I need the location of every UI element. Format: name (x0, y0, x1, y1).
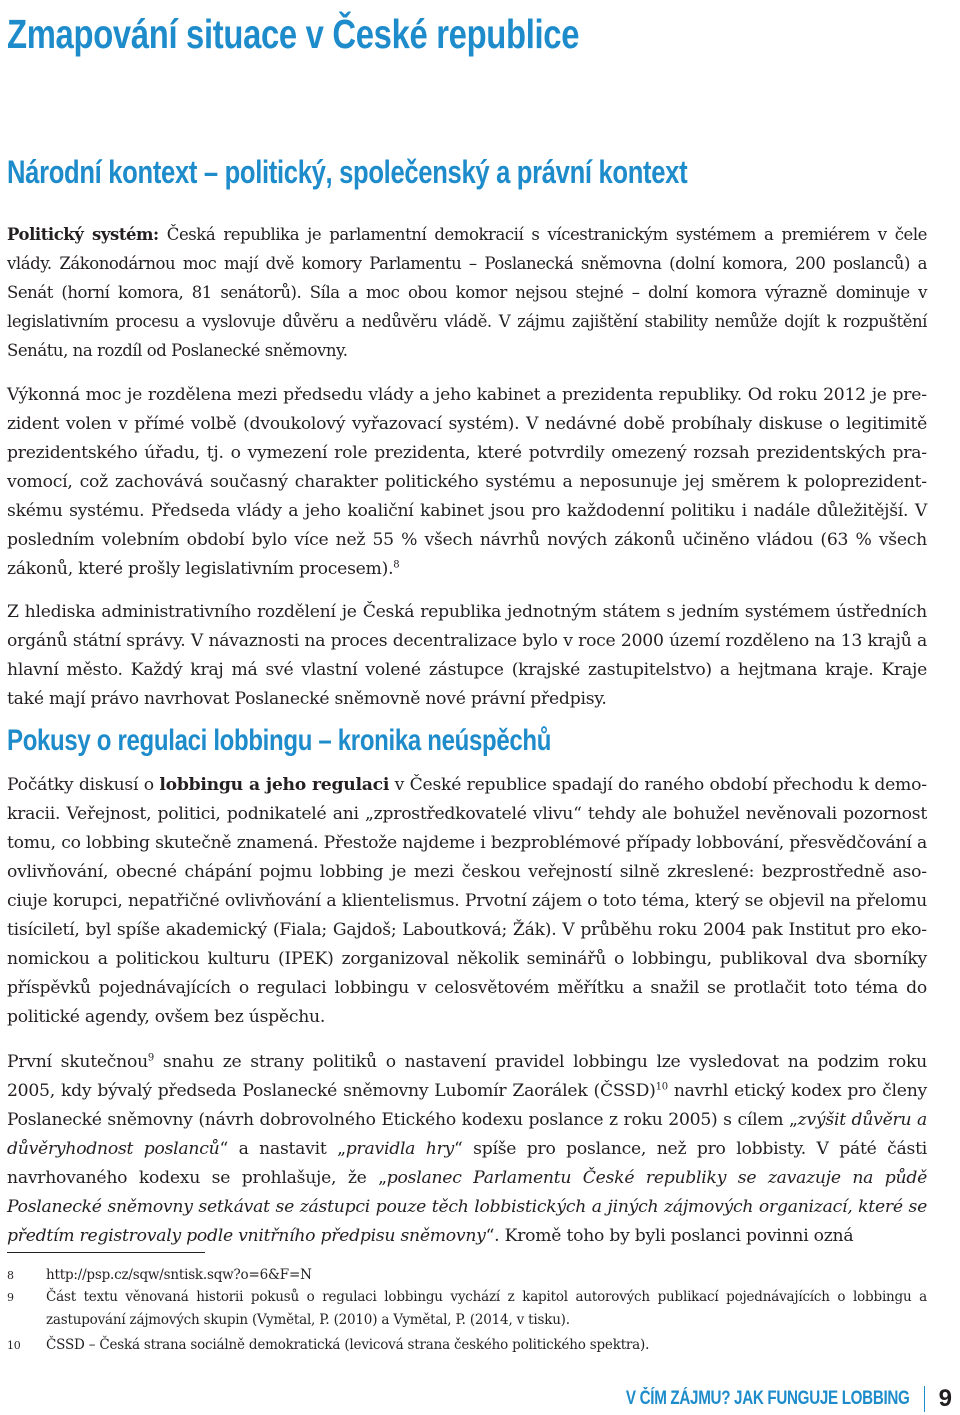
footnote-ref-10[interactable]: 10 (655, 1081, 668, 1093)
page-number: 9 (938, 1385, 952, 1412)
footnote-8 (7, 1264, 927, 1287)
bold-lobbying-regulation: lobbingu a jeho regulaci (159, 775, 390, 795)
paragraph-administrative-division: Z hlediska administrativního rozdělení je Česká republika jednotným státem s jedním systémem ústředních orgánů státní správy. V návaznosti na proces decentralizace bylo v roce 2000 území rozděleno na 13 krajů a hlavní město. Každý kraj má své vlastní volené zástupce (krajské zastupitelstvo) a hejtmana kraje. Kraje také mají právo navrhovat Poslanecké sněmovně nové právní předpisy. (7, 602, 927, 709)
footnote-10 (7, 1334, 927, 1357)
section-lobbying-regulation (7, 771, 927, 1251)
footnote-text: Část textu věnovaná historii pokusů o regulaci lobbingu vychází z kapitol autorových publikací pojednávajících o lobbingu a zastupování zájmových skupin (Vymětal, P. (2010) a Vymětal, P. (2014, v tisku). (46, 1289, 927, 1328)
section-national-context (7, 220, 927, 714)
paragraph-lobbying-origins: Počátky diskusí o lobbingu a jeho regulaci v České republice spadají do raného období přechodu k demokracii. Veřejnost, politici, podnikatelé ani „zprostředkovatelé vlivu“ tehdy ale bohužel nevěnovali pozornost tomu, co lobbing skutečně znamená. Přestože najdeme i bezproblémové případy lobbování, přesvědčování a ovlivňování, obecné chápání pojmu lobbing je mezi českou veřejností silně zkreslené: bezprostředně asociuje korupci, nepatřičné ovlivňování a klientelismus. Prvotní zájem o toto téma, který se objevil na přelomu tisíciletí, byl spíše akademický (Fiala; Gajdoš; Laboutková; Žák). V průběhu roku 2004 pak Institut pro ekonomickou a politickou kulturu (IPEK) zorganizoval několik seminářů o lobbingu, publikoval dva sborníky příspěvků pojednávajících o regulaci lobbingu v celosvětovém měřítku a snažil se protlačit toto téma do politické agendy, ovšem bez úspěchu. (7, 775, 928, 1027)
footnote-ref-9[interactable]: 9 (147, 1052, 155, 1064)
quote-code-of-ethics: poslanec Parlamentu České republiky se zavazuje na půdě Poslanecké sněmovny setkávat se zástupci pouze těch lobbistických a jiných zájmových organizací, které se předtím registrovaly podle vnitřního předpisu sněmovny (7, 1168, 927, 1246)
footnote-9 (7, 1286, 927, 1332)
footnote-link[interactable]: http://psp.cz/sqw/sntisk.sqw?o=6&F=N (46, 1267, 312, 1283)
running-title: V ČÍM ZÁJMU? JAK FUNGUJE LOBBING (626, 1388, 910, 1409)
page-title: Zmapování situace v České republice (7, 11, 580, 57)
sentence-chambers: Síla a moc obou komor nejsou stejné – dolní komora výrazně dominuje v legislativním procesu a vyslovuje důvěru a nedůvěru vládě. (7, 283, 927, 331)
label-political-system: Politický systém: (7, 225, 159, 244)
paragraph-executive-power: Výkonná moc je rozdělena mezi předsedu vlády a jeho kabinet a prezidenta republiky. Od roku 2012 je prezident volen v přímé volbě (dvoukolový vyřazovací systém). V nedávné době probíhaly diskuse o legitimitě prezidentského úřadu, tj. o vymezení role prezidenta, které potvrdily omezený rozsah prezidentských pravomocí, což zachovává současný charakter politického systému a neposunuje jej směrem k poloprezidentskému systému. Předseda vlády a jeho koaliční kabinet jsou pro každodenní politiku i nadále důležitější. V posledním volebním období bylo více než 55 % všech návrhů nových zákonů učiněno vládou (63 % všech zákonů, které prošly legislativním procesem).$^8$ (7, 385, 927, 579)
footnote-text: ČSSD – Česká strana sociálně demokratická (levicová strana českého politického spektra). (46, 1337, 650, 1353)
footnote-number: 10 (7, 1339, 21, 1352)
footnote-ref-8[interactable]: 8 (393, 559, 400, 571)
footnote-number: 9 (7, 1291, 14, 1304)
paragraph-political-system: Politický systém: Česká republika je parlamentní demokracií s vícestranickým systémem a premiérem v čele vlády. Zákonodárnou moc mají dvě komory Parlamentu – Poslanecká sněmovna (dolní komora, 200 poslanců) a Senát (horní komora, 81 senátorů). Síla a moc obou komor nejsou stejné – dolní komora výrazně dominuje v legislativním procesu a vyslovuje důvěru a nedůvěru vládě. V zájmu zajištění stability nemůže dojít k rozpuštění Senátu, na rozdíl od Poslanecké sněmovny. (7, 225, 927, 360)
footnote-number: 8 (7, 1269, 14, 1282)
section-heading-lobbying-regulation: Pokusy o regulaci lobbingu – kronika neúspěchů (7, 724, 552, 757)
paragraph-first-attempt: První skutečnou$^9$ snahu ze strany politiků o nastavení pravidel lobbingu lze vysledovat na podzim roku 2005, kdy bývalý předseda Poslanecké sněmovny Lubomír Zaorálek (ČSSD)$^{10}$ navrhl etický kodex pro členy Poslanecké sněmovny (návrh dobrovolného Etického kodexu poslance z roku 2005) s cílem „zvýšit důvěru a důvěryhodnost poslanců“ a nastavit „pravidla hry“ spíše pro poslance, než pro lobbisty. V páté části navrhovaného kodexu se prohlašuje, že „poslanec Parlamentu České republiky se zavazuje na půdě Poslanecké sněmovny setkávat se zástupci pouze těch lobbistických a jiných zájmových organizací, které se předtím registrovaly podle vnitřního předpisu sněmovny“. Kromě toho by byli poslanci povinni ozná (7, 1052, 927, 1246)
page-footer (555, 1384, 952, 1414)
footer-divider (924, 1386, 925, 1412)
section-heading-national-context: Národní kontext – politický, společenský a právní kontext (7, 154, 688, 190)
footnote-divider (7, 1252, 205, 1253)
